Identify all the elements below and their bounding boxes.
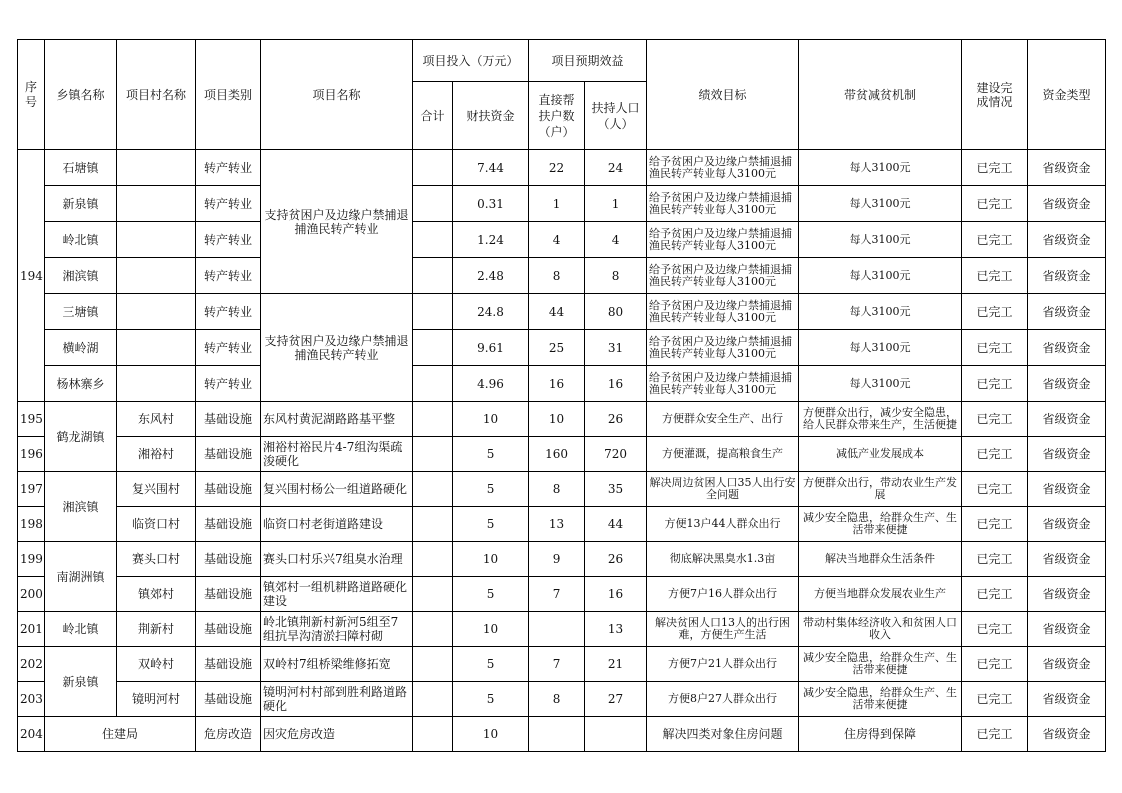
header-total: 合计 bbox=[413, 82, 453, 150]
village-cell bbox=[117, 150, 196, 186]
category-cell: 转产转业 bbox=[196, 186, 261, 222]
seq-cell: 201 bbox=[18, 612, 45, 647]
town-cell: 新泉镇 bbox=[45, 186, 117, 222]
fund-cell: 10 bbox=[453, 612, 529, 647]
total-cell bbox=[413, 612, 453, 647]
fund-cell: 4.96 bbox=[453, 366, 529, 402]
population-cell: 720 bbox=[585, 437, 647, 472]
households-cell: 160 bbox=[529, 437, 585, 472]
table-row bbox=[18, 437, 1106, 472]
status-cell: 已完工 bbox=[962, 258, 1028, 294]
total-cell bbox=[413, 542, 453, 577]
status-cell: 已完工 bbox=[962, 717, 1028, 752]
project-name-cell: 复兴围村杨公一组道路硬化 bbox=[261, 472, 413, 507]
total-cell bbox=[413, 258, 453, 294]
table-row bbox=[18, 682, 1106, 717]
total-cell bbox=[413, 222, 453, 258]
header-village: 项目村名称 bbox=[117, 40, 196, 150]
population-cell: 16 bbox=[585, 577, 647, 612]
category-cell: 转产转业 bbox=[196, 150, 261, 186]
town-cell: 新泉镇 bbox=[45, 647, 117, 717]
mechanism-cell: 方便群众出行，减少安全隐患，给人民群众带来生产，生活便捷 bbox=[799, 402, 962, 437]
goal-cell: 解决周边贫困人口35人出行安全问题 bbox=[647, 472, 799, 507]
fund-cell: 1.24 bbox=[453, 222, 529, 258]
category-cell: 基础设施 bbox=[196, 472, 261, 507]
households-cell: 4 bbox=[529, 222, 585, 258]
category-cell: 危房改造 bbox=[196, 717, 261, 752]
fund-type-cell: 省级资金 bbox=[1028, 472, 1106, 507]
goal-cell: 方便7户21人群众出行 bbox=[647, 647, 799, 682]
table-row bbox=[18, 186, 1106, 222]
header-status: 建设完成情况 bbox=[962, 40, 1028, 150]
category-cell: 基础设施 bbox=[196, 437, 261, 472]
seq-cell: 195 bbox=[18, 402, 45, 437]
population-cell bbox=[585, 717, 647, 752]
table-row bbox=[18, 222, 1106, 258]
header-seq: 序号 bbox=[18, 40, 45, 150]
project-name-cell: 支持贫困户及边缘户禁捕退捕渔民转产转业 bbox=[261, 294, 413, 402]
mechanism-cell: 每人3100元 bbox=[799, 222, 962, 258]
project-name-cell: 镇郊村一组机耕路道路硬化建设 bbox=[261, 577, 413, 612]
town-cell: 三塘镇 bbox=[45, 294, 117, 330]
village-cell: 临资口村 bbox=[117, 507, 196, 542]
table-row bbox=[18, 577, 1106, 612]
households-cell: 10 bbox=[529, 402, 585, 437]
population-cell: 27 bbox=[585, 682, 647, 717]
mechanism-cell: 方便群众出行，带动农业生产发展 bbox=[799, 472, 962, 507]
total-cell bbox=[413, 507, 453, 542]
mechanism-cell: 每人3100元 bbox=[799, 150, 962, 186]
goal-cell: 方便灌溉，提高粮食生产 bbox=[647, 437, 799, 472]
seq-cell: 198 bbox=[18, 507, 45, 542]
status-cell: 已完工 bbox=[962, 402, 1028, 437]
project-table bbox=[17, 39, 1106, 752]
village-cell bbox=[117, 222, 196, 258]
header-category: 项目类别 bbox=[196, 40, 261, 150]
table-row bbox=[18, 507, 1106, 542]
fund-type-cell: 省级资金 bbox=[1028, 612, 1106, 647]
town-cell: 南湖洲镇 bbox=[45, 542, 117, 612]
total-cell bbox=[413, 682, 453, 717]
status-cell: 已完工 bbox=[962, 472, 1028, 507]
fund-cell: 5 bbox=[453, 472, 529, 507]
status-cell: 已完工 bbox=[962, 507, 1028, 542]
total-cell bbox=[413, 647, 453, 682]
table-row bbox=[18, 330, 1106, 366]
fund-type-cell: 省级资金 bbox=[1028, 577, 1106, 612]
village-cell bbox=[117, 186, 196, 222]
goal-cell: 给予贫困户及边缘户禁捕退捕渔民转产转业每人3100元 bbox=[647, 258, 799, 294]
fund-cell: 10 bbox=[453, 402, 529, 437]
table-row bbox=[18, 472, 1106, 507]
population-cell: 31 bbox=[585, 330, 647, 366]
fund-type-cell: 省级资金 bbox=[1028, 542, 1106, 577]
population-cell: 26 bbox=[585, 402, 647, 437]
households-cell: 22 bbox=[529, 150, 585, 186]
fund-cell: 10 bbox=[453, 542, 529, 577]
category-cell: 转产转业 bbox=[196, 294, 261, 330]
population-cell: 16 bbox=[585, 366, 647, 402]
goal-cell: 给予贫困户及边缘户禁捕退捕渔民转产转业每人3100元 bbox=[647, 330, 799, 366]
total-cell bbox=[413, 402, 453, 437]
village-cell bbox=[117, 258, 196, 294]
total-cell bbox=[413, 437, 453, 472]
village-cell: 镜明河村 bbox=[117, 682, 196, 717]
status-cell: 已完工 bbox=[962, 437, 1028, 472]
project-name-cell: 岭北镇荆新村新河5组至7组抗旱沟清淤扫障村砌 bbox=[261, 612, 413, 647]
fund-type-cell: 省级资金 bbox=[1028, 150, 1106, 186]
header-households: 直接帮扶户数（户） bbox=[529, 82, 585, 150]
category-cell: 转产转业 bbox=[196, 330, 261, 366]
category-cell: 基础设施 bbox=[196, 577, 261, 612]
village-cell: 复兴围村 bbox=[117, 472, 196, 507]
seq-cell: 194 bbox=[18, 150, 45, 402]
project-name-cell: 双岭村7组桥梁维修拓宽 bbox=[261, 647, 413, 682]
households-cell: 7 bbox=[529, 647, 585, 682]
fund-cell: 24.8 bbox=[453, 294, 529, 330]
households-cell: 1 bbox=[529, 186, 585, 222]
village-cell: 双岭村 bbox=[117, 647, 196, 682]
goal-cell: 方便群众安全生产、出行 bbox=[647, 402, 799, 437]
town-cell: 湘滨镇 bbox=[45, 258, 117, 294]
mechanism-cell: 每人3100元 bbox=[799, 330, 962, 366]
fund-type-cell: 省级资金 bbox=[1028, 437, 1106, 472]
mechanism-cell: 方便当地群众发展农业生产 bbox=[799, 577, 962, 612]
town-cell: 住建局 bbox=[45, 717, 196, 752]
category-cell: 基础设施 bbox=[196, 612, 261, 647]
mechanism-cell: 每人3100元 bbox=[799, 186, 962, 222]
category-cell: 基础设施 bbox=[196, 402, 261, 437]
total-cell bbox=[413, 472, 453, 507]
status-cell: 已完工 bbox=[962, 542, 1028, 577]
households-cell: 7 bbox=[529, 577, 585, 612]
fund-cell: 2.48 bbox=[453, 258, 529, 294]
mechanism-cell: 带动村集体经济收入和贫困人口收入 bbox=[799, 612, 962, 647]
goal-cell: 给予贫困户及边缘户禁捕退捕渔民转产转业每人3100元 bbox=[647, 186, 799, 222]
status-cell: 已完工 bbox=[962, 612, 1028, 647]
village-cell bbox=[117, 294, 196, 330]
mechanism-cell: 每人3100元 bbox=[799, 294, 962, 330]
seq-cell: 204 bbox=[18, 717, 45, 752]
project-name-cell: 镜明河村村部到胜利路道路硬化 bbox=[261, 682, 413, 717]
header-fund: 财扶资金 bbox=[453, 82, 529, 150]
status-cell: 已完工 bbox=[962, 366, 1028, 402]
population-cell: 35 bbox=[585, 472, 647, 507]
table-row bbox=[18, 258, 1106, 294]
table-row bbox=[18, 647, 1106, 682]
households-cell: 8 bbox=[529, 682, 585, 717]
category-cell: 基础设施 bbox=[196, 507, 261, 542]
category-cell: 基础设施 bbox=[196, 542, 261, 577]
table-row bbox=[18, 612, 1106, 647]
households-cell: 16 bbox=[529, 366, 585, 402]
category-cell: 基础设施 bbox=[196, 647, 261, 682]
status-cell: 已完工 bbox=[962, 682, 1028, 717]
fund-type-cell: 省级资金 bbox=[1028, 186, 1106, 222]
population-cell: 21 bbox=[585, 647, 647, 682]
population-cell: 24 bbox=[585, 150, 647, 186]
total-cell bbox=[413, 330, 453, 366]
village-cell bbox=[117, 366, 196, 402]
fund-type-cell: 省级资金 bbox=[1028, 647, 1106, 682]
fund-cell: 5 bbox=[453, 577, 529, 612]
goal-cell: 给予贫困户及边缘户禁捕退捕渔民转产转业每人3100元 bbox=[647, 222, 799, 258]
town-cell: 石塘镇 bbox=[45, 150, 117, 186]
header-goal: 绩效目标 bbox=[647, 40, 799, 150]
header-benefit: 项目预期效益 bbox=[529, 40, 647, 82]
town-cell: 鹤龙湖镇 bbox=[45, 402, 117, 472]
mechanism-cell: 每人3100元 bbox=[799, 366, 962, 402]
mechanism-cell: 减少安全隐患，给群众生产、生活带来便捷 bbox=[799, 647, 962, 682]
goal-cell: 给予贫困户及边缘户禁捕退捕渔民转产转业每人3100元 bbox=[647, 294, 799, 330]
table-row bbox=[18, 402, 1106, 437]
village-cell: 赛头口村 bbox=[117, 542, 196, 577]
village-cell bbox=[117, 330, 196, 366]
fund-type-cell: 省级资金 bbox=[1028, 294, 1106, 330]
fund-type-cell: 省级资金 bbox=[1028, 717, 1106, 752]
status-cell: 已完工 bbox=[962, 330, 1028, 366]
total-cell bbox=[413, 186, 453, 222]
population-cell: 4 bbox=[585, 222, 647, 258]
households-cell: 13 bbox=[529, 507, 585, 542]
status-cell: 已完工 bbox=[962, 577, 1028, 612]
mechanism-cell: 减少安全隐患，给群众生产、生活带来便捷 bbox=[799, 507, 962, 542]
seq-cell: 202 bbox=[18, 647, 45, 682]
mechanism-cell: 每人3100元 bbox=[799, 258, 962, 294]
goal-cell: 方便7户16人群众出行 bbox=[647, 577, 799, 612]
households-cell: 8 bbox=[529, 258, 585, 294]
status-cell: 已完工 bbox=[962, 294, 1028, 330]
households-cell: 44 bbox=[529, 294, 585, 330]
total-cell bbox=[413, 717, 453, 752]
header-town: 乡镇名称 bbox=[45, 40, 117, 150]
mechanism-cell: 减低产业发展成本 bbox=[799, 437, 962, 472]
fund-cell: 9.61 bbox=[453, 330, 529, 366]
category-cell: 转产转业 bbox=[196, 366, 261, 402]
town-cell: 横岭湖 bbox=[45, 330, 117, 366]
population-cell: 8 bbox=[585, 258, 647, 294]
status-cell: 已完工 bbox=[962, 222, 1028, 258]
fund-type-cell: 省级资金 bbox=[1028, 222, 1106, 258]
households-cell bbox=[529, 717, 585, 752]
fund-cell: 0.31 bbox=[453, 186, 529, 222]
table-row bbox=[18, 366, 1106, 402]
fund-type-cell: 省级资金 bbox=[1028, 330, 1106, 366]
category-cell: 转产转业 bbox=[196, 222, 261, 258]
goal-cell: 给予贫困户及边缘户禁捕退捕渔民转产转业每人3100元 bbox=[647, 150, 799, 186]
total-cell bbox=[413, 366, 453, 402]
population-cell: 1 bbox=[585, 186, 647, 222]
total-cell bbox=[413, 577, 453, 612]
category-cell: 基础设施 bbox=[196, 682, 261, 717]
town-cell: 岭北镇 bbox=[45, 222, 117, 258]
goal-cell: 给予贫困户及边缘户禁捕退捕渔民转产转业每人3100元 bbox=[647, 366, 799, 402]
header-investment: 项目投入（万元） bbox=[413, 40, 529, 82]
project-name-cell: 赛头口村乐兴7组臭水治理 bbox=[261, 542, 413, 577]
table-row bbox=[18, 717, 1106, 752]
fund-cell: 10 bbox=[453, 717, 529, 752]
goal-cell: 方便13户44人群众出行 bbox=[647, 507, 799, 542]
header-population: 扶持人口（人） bbox=[585, 82, 647, 150]
village-cell: 荆新村 bbox=[117, 612, 196, 647]
project-name-cell: 东风村黄泥湖路路基平整 bbox=[261, 402, 413, 437]
status-cell: 已完工 bbox=[962, 647, 1028, 682]
population-cell: 80 bbox=[585, 294, 647, 330]
town-cell: 杨林寨乡 bbox=[45, 366, 117, 402]
goal-cell: 方便8户27人群众出行 bbox=[647, 682, 799, 717]
village-cell: 东风村 bbox=[117, 402, 196, 437]
goal-cell: 解决四类对象住房问题 bbox=[647, 717, 799, 752]
households-cell bbox=[529, 612, 585, 647]
status-cell: 已完工 bbox=[962, 150, 1028, 186]
fund-type-cell: 省级资金 bbox=[1028, 507, 1106, 542]
header-mechanism: 带贫减贫机制 bbox=[799, 40, 962, 150]
header-project-name: 项目名称 bbox=[261, 40, 413, 150]
population-cell: 13 bbox=[585, 612, 647, 647]
goal-cell: 解决贫困人口13人的出行困难，方便生产生活 bbox=[647, 612, 799, 647]
total-cell bbox=[413, 294, 453, 330]
mechanism-cell: 减少安全隐患，给群众生产、生活带来便捷 bbox=[799, 682, 962, 717]
fund-cell: 5 bbox=[453, 682, 529, 717]
fund-cell: 7.44 bbox=[453, 150, 529, 186]
seq-cell: 196 bbox=[18, 437, 45, 472]
fund-type-cell: 省级资金 bbox=[1028, 682, 1106, 717]
project-name-cell: 因灾危房改造 bbox=[261, 717, 413, 752]
village-cell: 镇郊村 bbox=[117, 577, 196, 612]
fund-cell: 5 bbox=[453, 507, 529, 542]
town-cell: 湘滨镇 bbox=[45, 472, 117, 542]
population-cell: 26 bbox=[585, 542, 647, 577]
mechanism-cell: 住房得到保障 bbox=[799, 717, 962, 752]
header-fund-type: 资金类型 bbox=[1028, 40, 1106, 150]
table-row bbox=[18, 542, 1106, 577]
seq-cell: 199 bbox=[18, 542, 45, 577]
seq-cell: 197 bbox=[18, 472, 45, 507]
goal-cell: 彻底解决黑臭水1.3亩 bbox=[647, 542, 799, 577]
project-name-cell: 临资口村老街道路建设 bbox=[261, 507, 413, 542]
village-cell: 湘裕村 bbox=[117, 437, 196, 472]
project-name-cell: 湘裕村裕民片4-7组沟渠疏浚硬化 bbox=[261, 437, 413, 472]
total-cell bbox=[413, 150, 453, 186]
population-cell: 44 bbox=[585, 507, 647, 542]
fund-cell: 5 bbox=[453, 647, 529, 682]
category-cell: 转产转业 bbox=[196, 258, 261, 294]
status-cell: 已完工 bbox=[962, 186, 1028, 222]
fund-type-cell: 省级资金 bbox=[1028, 258, 1106, 294]
table-row bbox=[18, 294, 1106, 330]
fund-cell: 5 bbox=[453, 437, 529, 472]
project-name-cell: 支持贫困户及边缘户禁捕退捕渔民转产转业 bbox=[261, 150, 413, 294]
fund-type-cell: 省级资金 bbox=[1028, 402, 1106, 437]
mechanism-cell: 解决当地群众生活条件 bbox=[799, 542, 962, 577]
households-cell: 9 bbox=[529, 542, 585, 577]
seq-cell: 200 bbox=[18, 577, 45, 612]
households-cell: 8 bbox=[529, 472, 585, 507]
table-row bbox=[18, 150, 1106, 186]
households-cell: 25 bbox=[529, 330, 585, 366]
town-cell: 岭北镇 bbox=[45, 612, 117, 647]
seq-cell: 203 bbox=[18, 682, 45, 717]
fund-type-cell: 省级资金 bbox=[1028, 366, 1106, 402]
